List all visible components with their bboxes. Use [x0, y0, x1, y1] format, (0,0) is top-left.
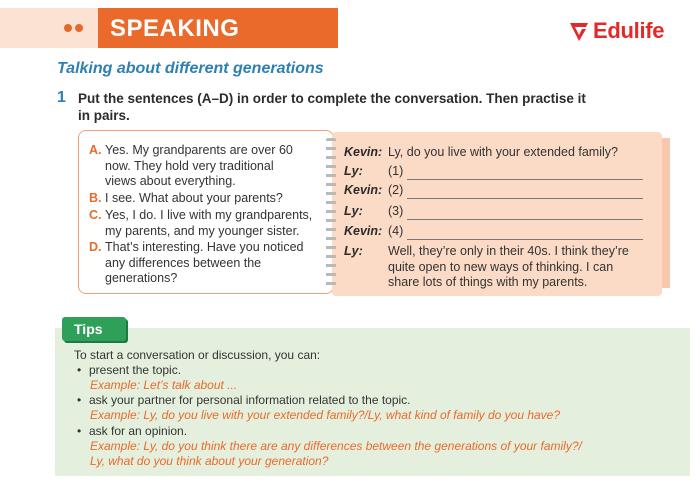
tip-text: ask for an opinion. — [89, 424, 188, 438]
brand-logo — [568, 18, 664, 44]
option-line: I see. What about your parents? — [105, 191, 283, 205]
lesson-subtitle: Talking about different generations — [57, 60, 324, 77]
tip-item — [77, 363, 181, 378]
answer-blank[interactable] — [407, 186, 643, 199]
speaker-name: Kevin: — [344, 224, 383, 238]
option-c — [89, 208, 319, 239]
option-d — [89, 240, 319, 287]
tip-example: Ly, what do you think about your generation? — [90, 454, 329, 468]
tip-example: Example: Ly, do you think there are any differences between the generations of your family?/ — [90, 439, 582, 453]
header-dots-zone — [0, 8, 98, 48]
header-dot-icon — [64, 24, 72, 32]
dialogue-box — [332, 132, 662, 296]
utterance — [388, 183, 652, 199]
option-line: Yes, I do. I live with my grandparents, — [105, 208, 313, 222]
option-line: generations? — [105, 271, 178, 285]
notebook-spiral-icon — [326, 138, 336, 288]
edulife-logo-icon — [568, 20, 590, 42]
option-line: my parents, and my younger sister. — [105, 223, 300, 238]
option-line: views about everything. — [105, 174, 236, 188]
options-box — [78, 130, 334, 294]
task-instruction — [78, 90, 638, 124]
speaker-name: Ly: — [344, 204, 363, 218]
option-letter: D. — [89, 240, 102, 254]
option-letter: A. — [89, 143, 102, 157]
option-line: now. They hold very traditional — [105, 158, 274, 173]
bullet-icon: • — [77, 424, 82, 438]
task-line: in pairs. — [78, 108, 130, 123]
utterance — [388, 164, 652, 180]
tips-label-text: Tips — [74, 321, 103, 337]
utterance — [388, 244, 652, 291]
utterance-line: Well, they’re only in their 40s. I think they’re — [388, 244, 629, 258]
tip-item — [77, 393, 411, 408]
brand-name: Edulife — [593, 18, 665, 43]
bullet-icon: • — [77, 393, 82, 407]
speaker-name: Kevin: — [344, 145, 383, 159]
tip-example: Example: Ly, do you live with your extended family?/Ly, what kind of family do you have? — [90, 408, 561, 422]
tips-box — [55, 328, 690, 476]
bullet-icon: • — [77, 363, 82, 377]
utterance-line: quite open to new ways of thinking. I can — [388, 259, 614, 274]
speaker-name: Ly: — [344, 164, 363, 178]
option-line: Yes. My grandparents are over 60 — [105, 143, 293, 157]
answer-blank[interactable] — [407, 207, 643, 220]
utterance — [388, 224, 652, 240]
speaker-name: Kevin: — [344, 183, 383, 197]
task-line: Put the sentences (A–D) in order to complete the conversation. Then practise it — [78, 91, 586, 106]
utterance — [388, 204, 652, 220]
tip-text: present the topic. — [89, 363, 182, 377]
option-letter: C. — [89, 208, 102, 222]
option-letter: B. — [89, 191, 102, 205]
utterance-line: share lots of things with my parents. — [388, 275, 588, 289]
tip-item — [77, 424, 187, 439]
utterance: Ly, do you live with your extended family? — [388, 145, 618, 159]
tip-text: ask your partner for personal information related to the topic. — [89, 393, 411, 407]
option-line: That’s interesting. Have you noticed — [105, 240, 304, 254]
option-a — [89, 143, 319, 190]
blank-number: (2) — [388, 183, 404, 197]
tips-intro: To start a conversation or discussion, you can: — [74, 348, 321, 362]
answer-blank[interactable] — [407, 167, 643, 180]
header-dot-icon — [75, 24, 83, 32]
tips-label — [62, 317, 126, 341]
section-title: SPEAKING — [110, 15, 240, 42]
option-line: any differences between the — [105, 255, 262, 270]
blank-number: (3) — [388, 204, 404, 218]
tip-example: Example: Let’s talk about ... — [90, 378, 238, 392]
answer-blank[interactable] — [407, 227, 643, 240]
section-header — [0, 8, 338, 48]
option-b — [89, 191, 319, 207]
blank-number: (4) — [388, 224, 404, 238]
blank-number: (1) — [388, 164, 404, 178]
speaker-name: Ly: — [344, 244, 363, 258]
task-number: 1 — [57, 89, 66, 106]
